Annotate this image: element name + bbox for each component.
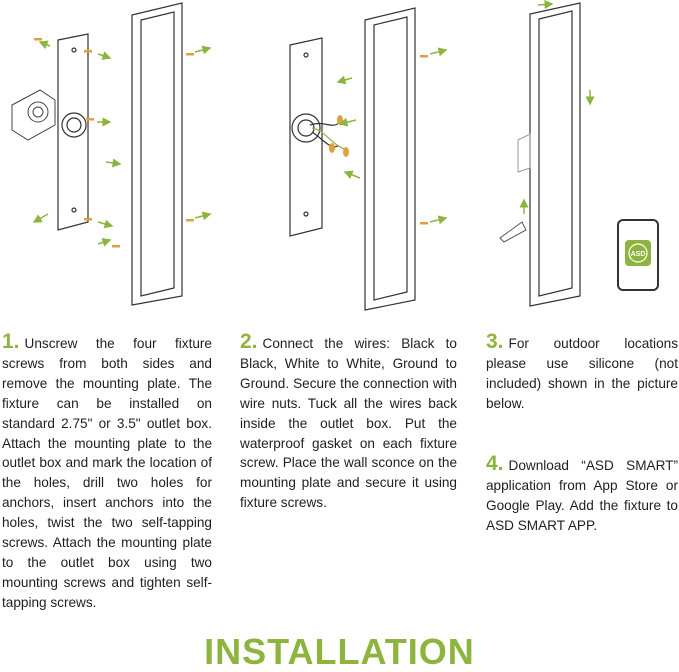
step-4 [486, 454, 678, 536]
screw-icons-2 [420, 55, 428, 225]
mounting-plate [58, 34, 88, 230]
step-4-text: Download “ASD SMART” application from App Store or Google Play. Add the fixture to ASD SMART APP. [486, 458, 678, 533]
fixture-body [132, 3, 182, 305]
step-1-text: Unscrew the four fixture screws from both sides and remove the mounting plate. The fixture can be installed on standard 2.75" or 3.5" outlet box. Attach the mounting plate to the outlet box and mark the location of the holes, drill two holes for anchors, insert anchors into the holes, twist the two self-tapping screws. Attach the mounting plate to the outlet box using two mounting screws and tighten self-tapping screws. [2, 336, 212, 610]
step-3-number: 3. [486, 330, 504, 353]
step-1-number: 1. [2, 330, 20, 353]
step-2-text: Connect the wires: Black to Black, White to White, Ground to Ground. Secure the connection with wire nuts. Tuck all the wires back inside the outlet box. Put the waterproof gasket on each fixture screw. Place the wall sconce on the mounting plate and secure it using fixture screws. [240, 336, 457, 511]
step-3-text: For outdoor locations please use silicone (not included) shown in the picture below. [486, 336, 678, 411]
wires-icon [310, 122, 346, 150]
step-2-number: 2. [240, 330, 258, 353]
step-1 [2, 332, 212, 613]
silicone-tube-icon [500, 222, 526, 242]
app-icon-label: ASD [630, 251, 646, 258]
step1-illustration [12, 3, 210, 305]
step2-illustration [290, 8, 446, 310]
installation-illustrations [0, 0, 679, 320]
wire-nut-icons [329, 115, 349, 157]
step3-illustration [500, 3, 658, 306]
fixture-body-3 [530, 3, 580, 306]
mounting-plate-2 [290, 38, 322, 236]
step-2 [240, 332, 457, 513]
outlet-box-icon [12, 90, 55, 140]
screw-arrows-2 [338, 50, 446, 222]
step-4-number: 4. [486, 452, 504, 475]
step-3 [486, 332, 678, 414]
fixture-body-2 [365, 8, 415, 310]
screw-arrows [34, 42, 210, 244]
wall-bracket [518, 134, 530, 172]
page-title: INSTALLATION [204, 631, 475, 672]
